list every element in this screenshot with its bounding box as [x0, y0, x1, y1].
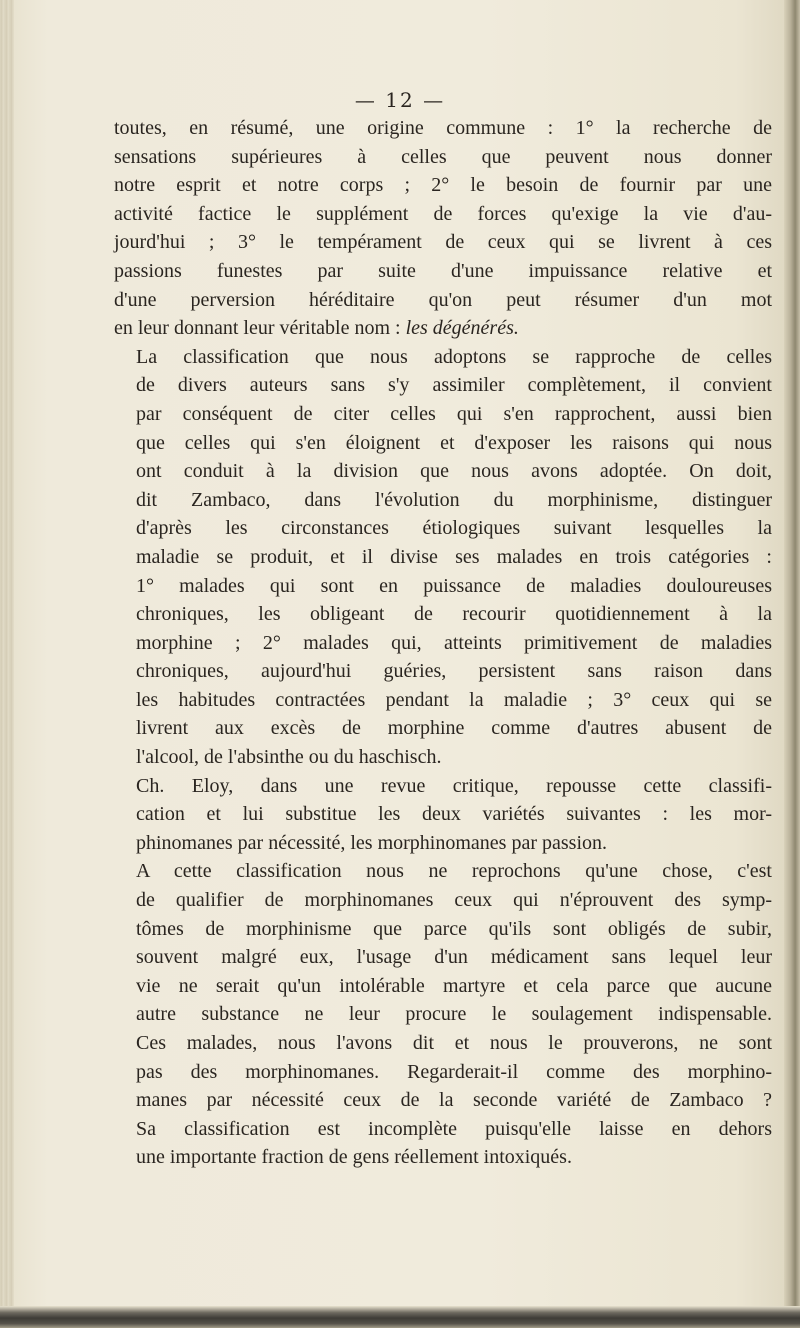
paragraph-1 — [114, 114, 772, 343]
text-line: sensations supérieures à celles que peuvent nous donner — [114, 145, 772, 168]
text-line: autre substance ne leur procure le soulagement indispensable. — [136, 1003, 772, 1026]
text-line: chroniques, les obligeant de recourir quotidiennement à la — [136, 603, 772, 626]
text-line: jourd'hui ; 3° le tempérament de ceux qui se livrent à ces — [114, 231, 772, 254]
text-line: Ces malades, nous l'avons dit et nous le prouverons, ne sont — [136, 1032, 772, 1054]
text-line: une importante fraction de gens réellement intoxiqués. — [136, 1146, 572, 1169]
text-line: livrent aux excès de morphine comme d'autres abusent de — [136, 717, 772, 740]
page-bottom-edge — [0, 1306, 800, 1328]
text-line: pas des morphinomanes. Regarderait-il comme des morphino- — [136, 1060, 772, 1083]
text-line: dit Zambaco, dans l'évolution du morphinisme, distinguer — [136, 488, 772, 511]
paragraph-2 — [114, 343, 772, 772]
text-line: vie ne serait qu'un intolérable martyre et cela parce que aucune — [136, 974, 772, 997]
text-line: Ch. Eloy, dans une revue critique, repousse cette classifi- — [136, 774, 772, 797]
paragraph-4 — [114, 857, 772, 1172]
text-line: activité factice le supplément de forces qu'exige la vie d'au- — [114, 202, 772, 225]
text-line: cation et lui substitue les deux variétés suivantes : les mor- — [136, 803, 772, 826]
text-line: notre esprit et notre corps ; 2° le besoin de fournir par une — [114, 174, 772, 197]
text-line: que celles qui s'en éloignent et d'exposer les raisons qui nous — [136, 431, 772, 454]
page-number: — 12 — — [354, 88, 446, 112]
text-line: phinomanes par nécessité, les morphinomanes par passion. — [136, 831, 607, 854]
text-line: par conséquent de citer celles qui s'en rapprochent, aussi bien — [136, 402, 772, 425]
paragraph-3 — [114, 772, 772, 858]
text-line: toutes, en résumé, une origine commune : 1° la recherche de — [114, 117, 772, 139]
text-line: morphine ; 2° malades qui, atteints primitivement de maladies — [136, 631, 772, 654]
text-line: maladie se produit, et il divise ses malades en trois catégories : — [136, 545, 772, 568]
text-line: de qualifier de morphinomanes ceux qui n'éprouvent des symp- — [136, 889, 772, 912]
text-line: chroniques, aujourd'hui guéries, persistent sans raison dans — [136, 660, 772, 683]
text-line: passions funestes par suite d'une impuissance relative et — [114, 259, 772, 282]
text-line: tômes de morphinisme que parce qu'ils sont obligés de subir, — [136, 917, 772, 940]
text-line: les habitudes contractées pendant la maladie ; 3° ceux qui se — [136, 688, 772, 711]
text-line: ont conduit à la division que nous avons adoptée. On doit, — [136, 460, 772, 483]
page-left-edge — [0, 0, 14, 1328]
italic-term: les dégénérés. — [405, 317, 519, 340]
text-line: de divers auteurs sans s'y assimiler complètement, il convient — [136, 374, 772, 397]
page-right-edge — [784, 0, 800, 1328]
body-text — [114, 114, 772, 1172]
text-line: d'après les circonstances étiologiques suivant lesquelles la — [136, 517, 772, 540]
text-line: La classification que nous adoptons se rapproche de celles — [136, 345, 772, 368]
text-line: 1° malades qui sont en puissance de maladies douloureuses — [136, 574, 772, 597]
text-line: manes par nécessité ceux de la seconde variété de Zambaco ? — [136, 1089, 772, 1112]
text-line: d'une perversion héréditaire qu'on peut résumer d'un mot — [114, 288, 772, 311]
text-line: l'alcool, de l'absinthe ou du haschisch. — [136, 746, 442, 769]
text-line: en leur donnant leur véritable nom : les dégénérés. — [114, 317, 519, 340]
text-line: souvent malgré eux, l'usage d'un médicament sans lequel leur — [136, 946, 772, 969]
text-line: Sa classification est incomplète puisqu'elle laisse en dehors — [136, 1117, 772, 1140]
text-line: A cette classification nous ne reprochons qu'une chose, c'est — [136, 860, 772, 883]
